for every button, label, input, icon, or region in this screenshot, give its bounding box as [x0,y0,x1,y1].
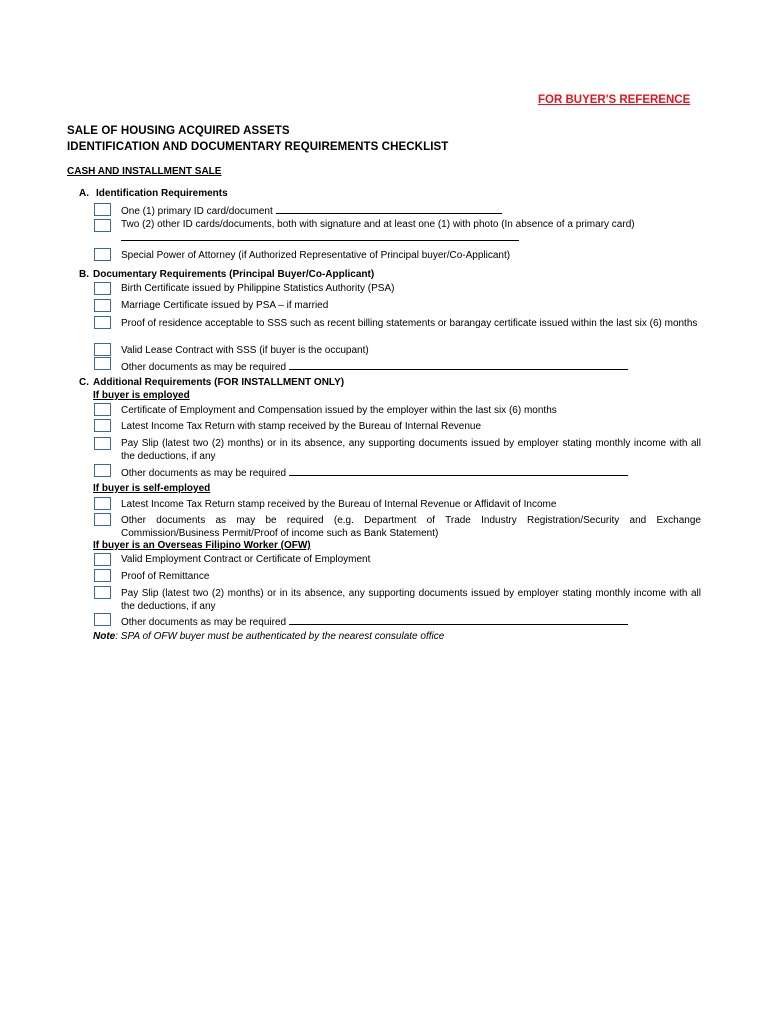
checkbox-primary-id[interactable] [94,203,111,216]
checkbox-spa[interactable] [94,248,111,261]
section-a-title: Identification Requirements [96,188,228,199]
checkbox-birth-certificate[interactable] [94,282,111,295]
item-marriage-certificate: Marriage Certificate issued by PSA – if married [121,300,329,311]
item-other-documents-b [121,360,701,375]
checkbox-lease-contract[interactable] [94,343,111,356]
item-lease-contract: Valid Lease Contract with SSS (if buyer is the occupant) [121,345,369,356]
buyers-reference-label: FOR BUYER'S REFERENCE [538,94,691,106]
note-text: : SPA of OFW buyer must be authenticated by the nearest consulate office [115,631,445,642]
item-birth-certificate: Birth Certificate issued by Philippine Statistics Authority (PSA) [121,283,395,294]
checkbox-other-ids[interactable] [94,219,111,232]
document-subtitle: IDENTIFICATION AND DOCUMENTARY REQUIREMENTS CHECKLIST [67,141,449,153]
item-other-ids: Two (2) other ID cards/documents, both with signature and at least one (1) with photo (In absence of a primary card) [121,219,635,230]
checkbox-employment-contract[interactable] [94,553,111,566]
checkbox-income-tax-return-self-employed[interactable] [94,497,111,510]
item-income-tax-return-self-employed: Latest Income Tax Return stamp received by the Bureau of Internal Revenue or Affidavit of Income [121,499,557,510]
item-income-tax-return-employed: Latest Income Tax Return with stamp received by the Bureau of Internal Revenue [121,421,482,432]
checkbox-certificate-of-employment[interactable] [94,403,111,416]
section-c-heading [79,377,344,388]
item-certificate-of-employment: Certificate of Employment and Compensation issued by the employer within the last six (6) months [121,405,557,416]
item-other-documents-ofw [121,615,701,630]
employed-subheading: If buyer is employed [93,390,190,401]
section-a-letter: A. [79,188,89,199]
fill-line [289,360,628,370]
note-label: Note [93,631,116,642]
section-b-title: Documentary Requirements (Principal Buyer/Co-Applicant) [93,269,375,280]
checkbox-proof-of-remittance[interactable] [94,569,111,582]
fill-line [276,204,502,214]
checkbox-marriage-certificate[interactable] [94,299,111,312]
checkbox-proof-of-residence[interactable] [94,316,111,329]
item-primary-id-text: One (1) primary ID card/document [121,206,273,217]
section-c-letter: C. [79,377,89,388]
note [93,631,444,642]
checkbox-pay-slip-ofw[interactable] [94,586,111,599]
item-other-documents-employed [121,466,701,481]
item-other-documents-employed-text: Other documents as may be required [121,468,287,479]
document-title: SALE OF HOUSING ACQUIRED ASSETS [67,125,290,137]
fill-line [289,466,628,476]
item-proof-of-remittance: Proof of Remittance [121,571,210,582]
item-pay-slip-employed: Pay Slip (latest two (2) months) or in its absence, any supporting documents issued by employer stating monthly income with all the deductions, if any [121,438,701,462]
checkbox-other-documents-ofw[interactable] [94,613,111,626]
item-employment-contract: Valid Employment Contract or Certificate of Employment [121,554,371,565]
item-other-documents-ofw-text: Other documents as may be required [121,617,287,628]
section-b-letter: B. [79,269,89,280]
item-spa: Special Power of Attorney (if Authorized Representative of Principal buyer/Co-Applicant) [121,250,511,261]
section-a-heading [79,188,228,199]
item-other-documents-b-text: Other documents as may be required [121,362,287,373]
ofw-subheading: If buyer is an Overseas Filipino Worker (OFW) [93,540,311,551]
item-primary-id [121,204,701,219]
item-other-documents-self-employed: Other documents as may be required (e.g. Department of Trade Industry Registration/Security and Exchange Commission/Business Permit/Proof of income such as Bank Statement) [121,515,701,539]
section-c-title: Additional Requirements (FOR INSTALLMENT ONLY) [93,377,345,388]
checkbox-pay-slip-employed[interactable] [94,437,111,450]
fill-line [121,240,519,241]
checkbox-other-documents-employed[interactable] [94,464,111,477]
self-employed-subheading: If buyer is self-employed [93,483,211,494]
section-b-heading [79,269,374,280]
sale-type-heading: CASH AND INSTALLMENT SALE [67,166,222,177]
item-proof-of-residence: Proof of residence acceptable to SSS such as recent billing statements or barangay certificate issued within the last six (6) months [121,318,698,329]
fill-line [289,615,628,625]
checkbox-other-documents-b[interactable] [94,357,111,370]
checkbox-other-documents-self-employed[interactable] [94,513,111,526]
item-pay-slip-ofw: Pay Slip (latest two (2) months) or in its absence, any supporting documents issued by employer stating monthly income with all the deductions, if any [121,588,701,612]
checkbox-income-tax-return-employed[interactable] [94,419,111,432]
